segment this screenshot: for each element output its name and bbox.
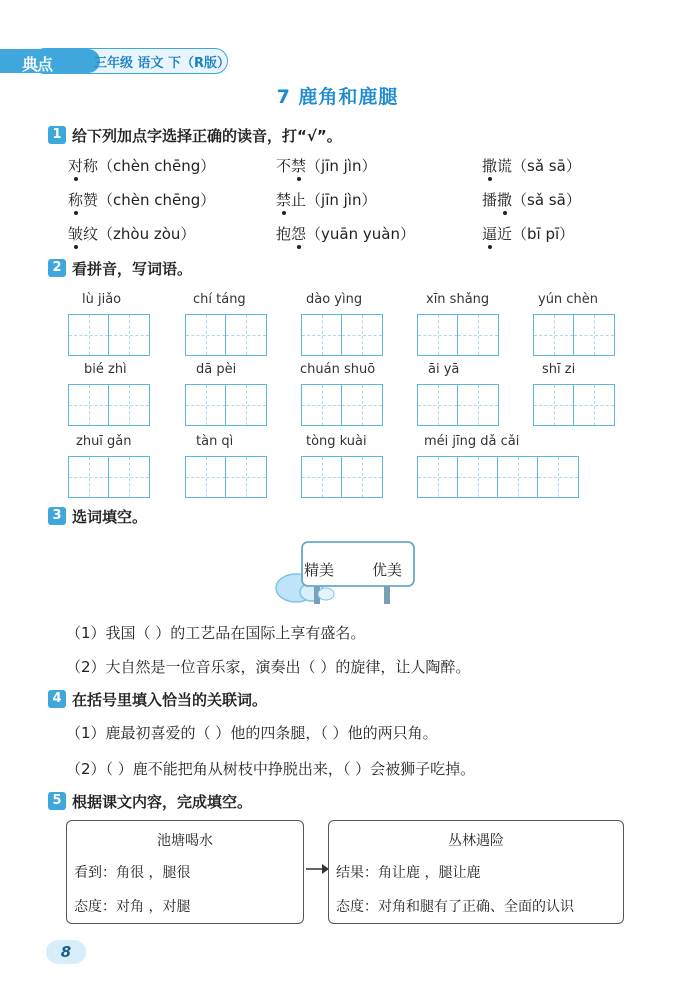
- brand-logo: [0, 49, 100, 73]
- pinyin-label: zhuī gǎn: [76, 434, 132, 449]
- q3-heading: [48, 505, 147, 527]
- q3-sentence-1: （1）我国（ ）的工艺品在国际上享有盛名。: [66, 624, 366, 642]
- pinyin-label: xīn shǎng: [426, 292, 490, 307]
- q1-item: 播撒（sǎ sā）: [482, 191, 581, 209]
- pinyin-label: méi jīng dǎ cǎi: [424, 434, 520, 449]
- writing-grid[interactable]: [301, 384, 383, 426]
- writing-grid[interactable]: [417, 384, 499, 426]
- lesson-title: 7 鹿角和鹿腿: [276, 86, 399, 108]
- book-subtitle: 三年级 语文 下（R版）: [94, 56, 231, 71]
- q3-number-badge: 3: [48, 507, 66, 525]
- q3-sentence-2: （2）大自然是一位音乐家，演奏出（ ）的旋律，让人陶醉。: [66, 658, 471, 676]
- pinyin-label: tòng kuài: [306, 434, 367, 449]
- writing-grid[interactable]: [301, 456, 383, 498]
- q3-prompt: 选词填空。: [72, 507, 148, 526]
- pinyin-label: chuán shuō: [300, 362, 376, 377]
- q1-item: 不禁（jīn jìn）: [276, 157, 377, 175]
- q4-sentence-2: （2）（ ）鹿不能把角从树枝中挣脱出来，（ ）会被狮子吃掉。: [66, 760, 476, 778]
- summary-right-line-2: 态度：对角和腿有了正确、全面的认识: [336, 899, 574, 915]
- pinyin-label: shī zi: [542, 362, 576, 377]
- q1-item: 皱纹（zhòu zòu）: [68, 225, 196, 243]
- q1-item: 禁止（jīn jìn）: [276, 191, 377, 209]
- q1-prompt: 给下列加点字选择正确的读音，打“√”。: [72, 126, 342, 145]
- summary-right-line-1: 结果：角让鹿 ，腿让鹿: [336, 865, 481, 881]
- q2-number-badge: 2: [48, 259, 66, 277]
- writing-grid[interactable]: [185, 456, 267, 498]
- q1-item: 称赞（chèn chēng）: [68, 191, 216, 209]
- page-number: 8: [46, 940, 86, 964]
- pinyin-label: āi yā: [428, 362, 460, 377]
- pinyin-label: bié zhì: [84, 362, 127, 377]
- q2-prompt: 看拼音，写词语。: [72, 259, 193, 278]
- summary-left-title: 池塘喝水: [157, 833, 213, 849]
- writing-grid[interactable]: [301, 314, 383, 356]
- pinyin-label: yún chèn: [538, 292, 598, 307]
- q4-prompt: 在括号里填入恰当的关联词。: [72, 690, 268, 709]
- q2-heading: [48, 257, 192, 279]
- q1-item: 撒谎（sǎ sā）: [482, 157, 581, 175]
- q1-item: 对称（chèn chēng）: [68, 157, 216, 175]
- arrow-right-icon: [304, 862, 330, 876]
- header-tag: [0, 48, 231, 74]
- writing-grid[interactable]: [68, 456, 150, 498]
- q1-number-badge: 1: [48, 126, 66, 144]
- writing-grid[interactable]: [533, 384, 615, 426]
- writing-grid[interactable]: [417, 456, 579, 498]
- writing-grid[interactable]: [68, 314, 150, 356]
- q5-number-badge: 5: [48, 792, 66, 810]
- q5-heading: [48, 790, 252, 812]
- q1-heading: [48, 124, 342, 146]
- summary-left-line-1: 看到：角很 ，腿很: [74, 865, 191, 881]
- writing-grid[interactable]: [533, 314, 615, 356]
- pinyin-label: dā pèi: [196, 362, 237, 377]
- q4-sentence-1: （1）鹿最初喜爱的（ ）他的四条腿，（ ）他的两只角。: [66, 724, 438, 742]
- q5-prompt: 根据课文内容，完成填空。: [72, 792, 253, 811]
- summary-left-line-2: 态度：对角 ，对腿: [74, 899, 191, 915]
- brand-logo-text: 典点: [22, 55, 53, 74]
- word-option: 精美: [304, 561, 335, 579]
- q4-heading: [48, 688, 267, 710]
- q1-item: 逼近（bī pī）: [482, 225, 575, 243]
- pinyin-label: lù jiǎo: [82, 292, 122, 307]
- q4-number-badge: 4: [48, 690, 66, 708]
- writing-grid[interactable]: [68, 384, 150, 426]
- writing-grid[interactable]: [417, 314, 499, 356]
- pinyin-label: chí táng: [193, 292, 246, 307]
- pinyin-label: dào yìng: [306, 292, 363, 307]
- word-option: 优美: [372, 561, 403, 579]
- q1-item: 抱怨（yuān yuàn）: [276, 225, 415, 243]
- pinyin-label: tàn qì: [196, 434, 234, 449]
- summary-right-title: 丛林遇险: [448, 833, 504, 849]
- writing-grid[interactable]: [185, 314, 267, 356]
- writing-grid[interactable]: [185, 384, 267, 426]
